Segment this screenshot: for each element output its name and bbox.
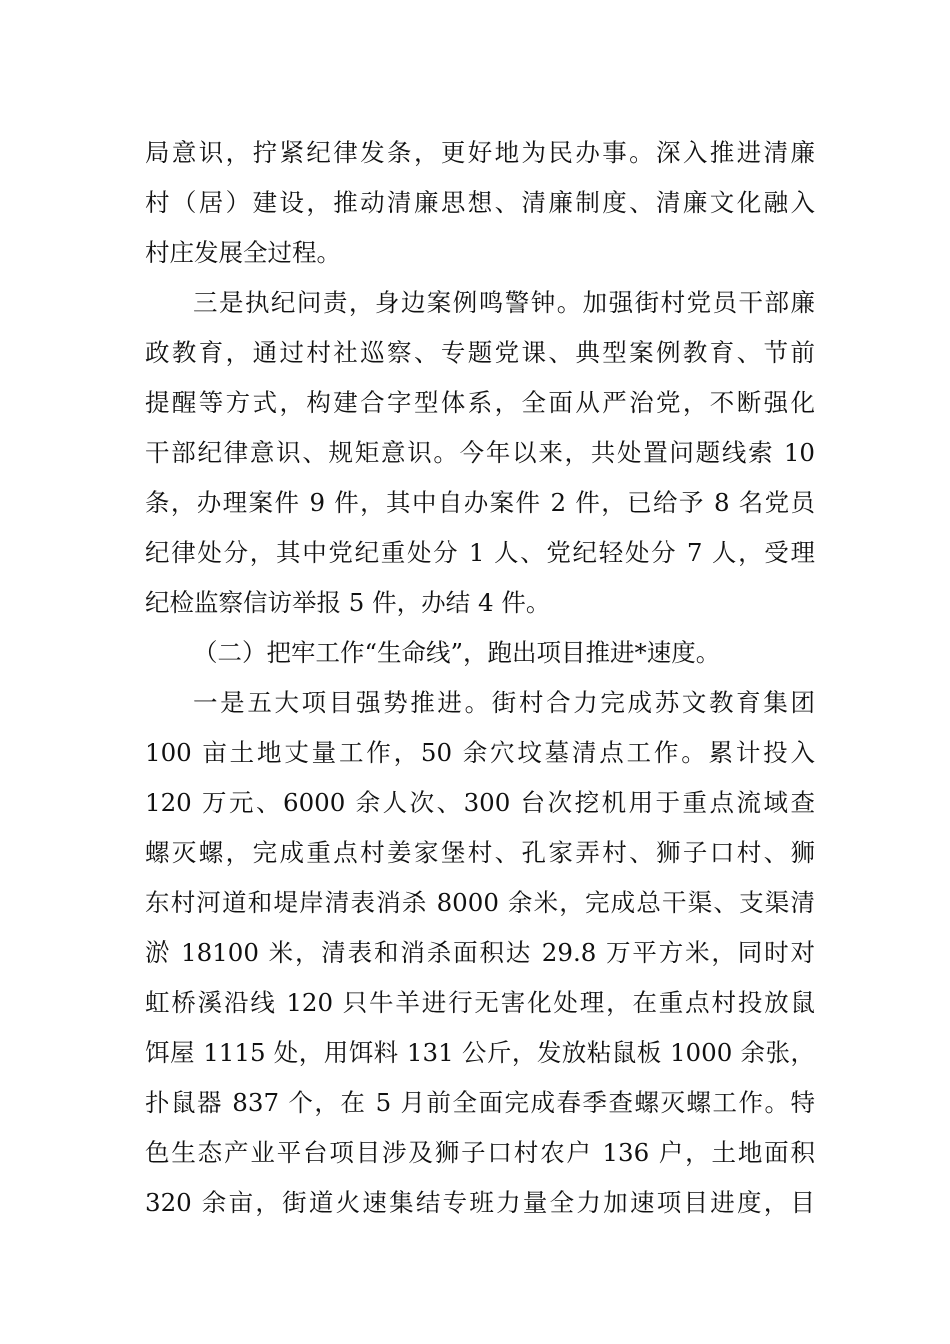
text-line: 村庄发展全过程。: [145, 238, 341, 267]
document-body: [145, 128, 815, 1228]
text-line: 螺灭螺，完成重点村姜家堡村、孔家弄村、狮子口村、狮: [145, 838, 815, 867]
text-line: 纪律处分，其中党纪重处分 1 人、党纪轻处分 7 人，受理: [145, 538, 815, 567]
section-heading: （二）把牢工作“生命线”，跑出项目推进*速度。: [193, 638, 721, 667]
text-line: 村（居）建设，推动清廉思想、清廉制度、清廉文化融入: [145, 188, 815, 217]
text-line: 干部纪律意识、规矩意识。今年以来，共处置问题线索 10: [145, 438, 815, 467]
text-line: 320 余亩，街道火速集结专班力量全力加速项目进度，目: [145, 1188, 815, 1217]
text-line: 100 亩土地丈量工作，50 余穴坟墓清点工作。累计投入: [145, 738, 815, 767]
text-line: 提醒等方式，构建合字型体系，全面从严治党，不断强化: [145, 388, 815, 417]
text-line: 一是五大项目强势推进。街村合力完成苏文教育集团: [193, 688, 815, 717]
text-line: 饵屋 1115 处，用饵料 131 公斤，发放粘鼠板 1000 余张，: [145, 1038, 815, 1067]
text-line: 扑鼠器 837 个，在 5 月前全面完成春季查螺灭螺工作。特: [145, 1088, 815, 1117]
text-line: 虹桥溪沿线 120 只牛羊进行无害化处理，在重点村投放鼠: [145, 988, 815, 1017]
text-line: 纪检监察信访举报 5 件，办结 4 件。: [145, 588, 551, 617]
text-line: 东村河道和堤岸清表消杀 8000 余米，完成总干渠、支渠清: [145, 888, 815, 917]
text-line: 色生态产业平台项目涉及狮子口村农户 136 户，土地面积: [145, 1138, 815, 1167]
text-line: 三是执纪问责，身边案例鸣警钟。加强街村党员干部廉: [193, 288, 815, 317]
text-line: 政教育，通过村社巡察、专题党课、典型案例教育、节前: [145, 338, 815, 367]
text-line: 局意识，拧紧纪律发条，更好地为民办事。深入推进清廉: [145, 138, 815, 167]
text-line: 120 万元、6000 余人次、300 台次挖机用于重点流域查: [145, 788, 815, 817]
text-line: 淤 18100 米，清表和消杀面积达 29.8 万平方米，同时对: [145, 938, 815, 967]
text-line: 条，办理案件 9 件，其中自办案件 2 件，已给予 8 名党员: [145, 488, 815, 517]
